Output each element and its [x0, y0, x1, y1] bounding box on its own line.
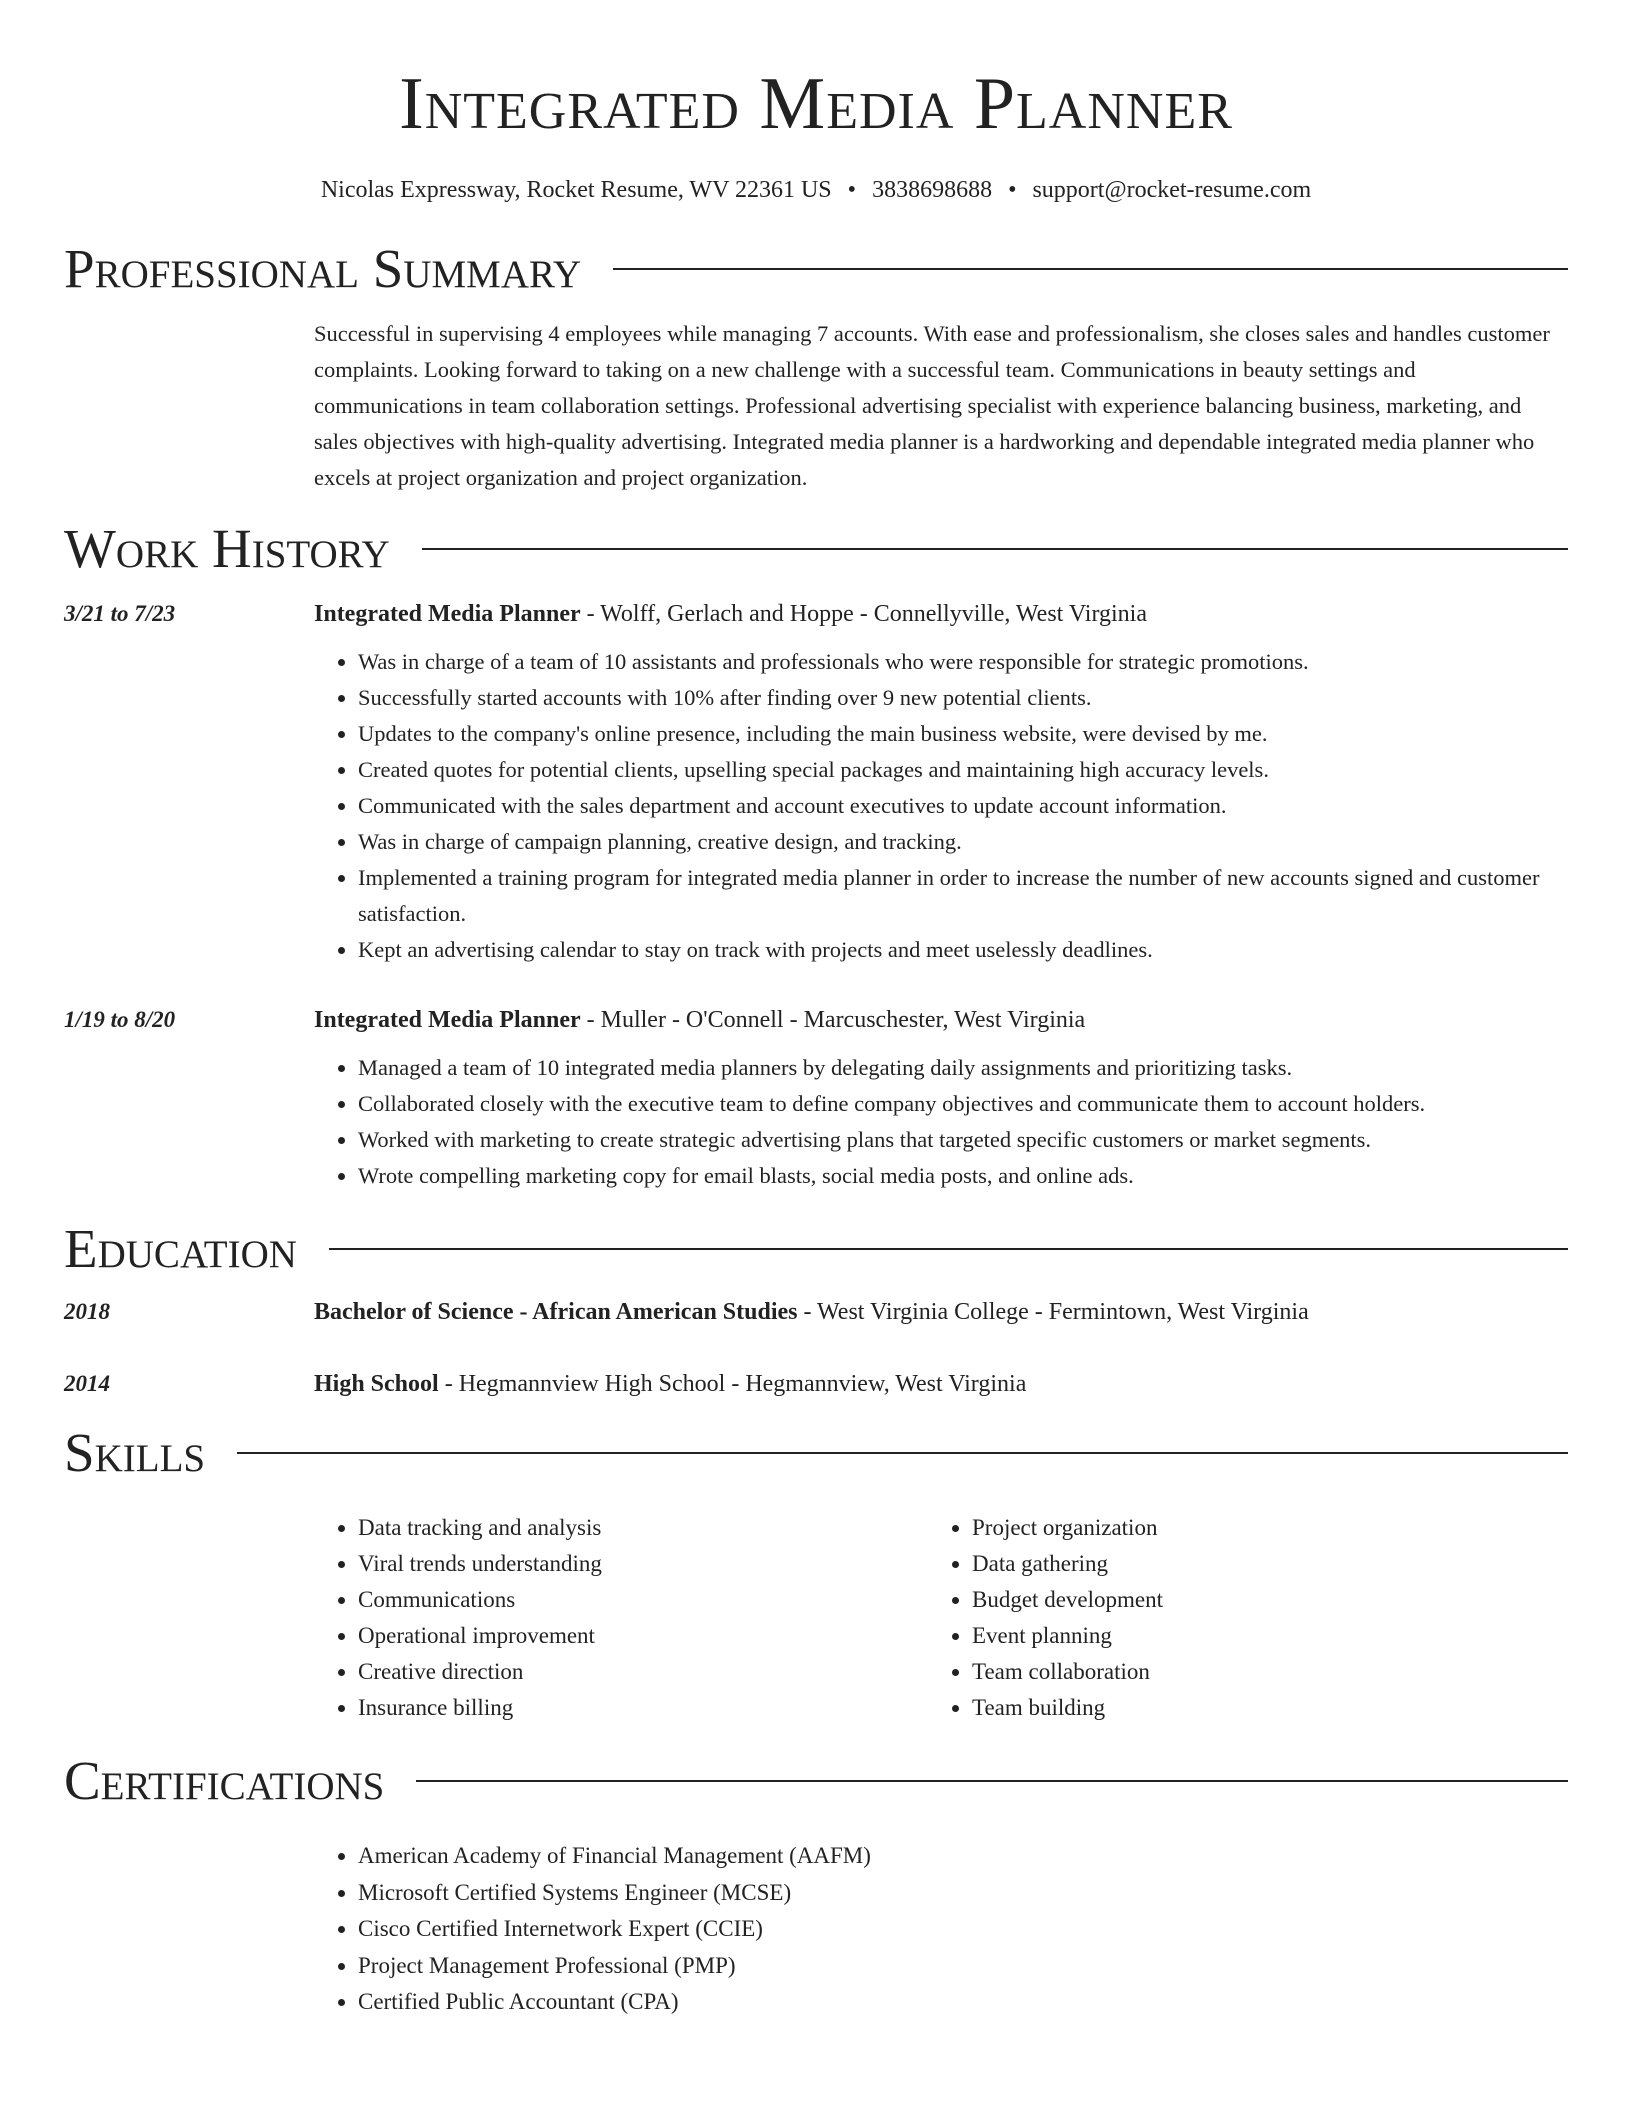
job-bullet: • Implemented a training program for integrated media planner in order to increase the number of new accounts signed and customer satisfaction.: [358, 860, 1568, 932]
section-divider: [329, 1248, 1568, 1250]
education-year: 2018: [64, 1299, 110, 1324]
education-details: - West Virginia College - Fermintown, West Virginia: [797, 1299, 1309, 1325]
education-degree: High School: [314, 1371, 439, 1397]
skill-item: • Budget development: [972, 1582, 1542, 1618]
job-bullet: • Was in charge of campaign planning, creative design, and tracking.: [358, 824, 1568, 860]
section-divider: [237, 1452, 1568, 1454]
skill-item: • Data tracking and analysis: [358, 1510, 928, 1546]
certification-item: • Cisco Certified Internetwork Expert (CCIE): [358, 1911, 1568, 1948]
contact-address: Nicolas Expressway, Rocket Resume, WV 22361 US: [320, 177, 832, 203]
job-entry: [64, 596, 1568, 968]
section-certifications-heading: [64, 1748, 1568, 1814]
job-bullet: • Collaborated closely with the executive team to define company objectives and communicate them to account holders.: [358, 1086, 1568, 1122]
skill-item: • Event planning: [972, 1618, 1542, 1654]
certifications-bullets: [314, 1838, 1568, 2021]
skill-item: • Operational improvement: [358, 1618, 928, 1654]
job-header: [64, 596, 1568, 632]
skills-column-right: [928, 1510, 1542, 1726]
education-entry: [64, 1294, 1568, 1330]
education-entry: [64, 1366, 1568, 1402]
job-dates: 3/21 to 7/23: [64, 601, 176, 626]
section-skills-heading: [64, 1420, 1568, 1486]
job-details: - Wolff, Gerlach and Hoppe - Connellyville, West Virginia: [580, 601, 1147, 627]
job-details: - Muller - O'Connell - Marcuschester, West Virginia: [580, 1007, 1086, 1033]
certification-item: • Microsoft Certified Systems Engineer (MCSE): [358, 1875, 1568, 1912]
section-title: Education: [64, 1218, 297, 1279]
section-summary-heading: [64, 236, 1568, 302]
certification-item: • Certified Public Accountant (CPA): [358, 1984, 1568, 2021]
education-details: - Hegmannview High School - Hegmannview, West Virginia: [438, 1371, 1027, 1397]
job-header: [64, 1002, 1568, 1038]
certification-item: • American Academy of Financial Management (AAFM): [358, 1838, 1568, 1875]
job-title: Integrated Media Planner: [314, 1007, 581, 1033]
job-info: [314, 1002, 1568, 1038]
section-work-heading: [64, 516, 1568, 582]
job-info: [314, 596, 1568, 632]
skill-item: • Viral trends understanding: [358, 1546, 928, 1582]
job-bullet: • Was in charge of a team of 10 assistants and professionals who were responsible for strategic promotions.: [358, 644, 1568, 680]
job-bullet: • Updates to the company's online presence, including the main business website, were devised by me.: [358, 716, 1568, 752]
separator-dot: •: [1008, 177, 1017, 203]
skill-item: • Team collaboration: [972, 1654, 1542, 1690]
job-bullet: • Kept an advertising calendar to stay on track with projects and meet uselessly deadlines.: [358, 932, 1568, 968]
job-entry: [64, 1002, 1568, 1194]
skill-item: • Communications: [358, 1582, 928, 1618]
job-bullet: • Wrote compelling marketing copy for email blasts, social media posts, and online ads.: [358, 1158, 1568, 1194]
section-title: Professional Summary: [64, 238, 582, 299]
skill-item: • Insurance billing: [358, 1690, 928, 1726]
education-degree: Bachelor of Science - African American Studies: [314, 1299, 798, 1325]
resume-title: Integrated Media Planner: [399, 63, 1233, 145]
contact-phone: 3838698688: [872, 177, 993, 203]
education-info: [314, 1366, 1568, 1402]
contact-line: [64, 174, 1568, 206]
certification-item: • Project Management Professional (PMP): [358, 1948, 1568, 1985]
section-education-heading: [64, 1216, 1568, 1282]
skills-grid: [314, 1510, 1568, 1726]
summary-text: Successful in supervising 4 employees while managing 7 accounts. With ease and professionalism, she closes sales and handles customer complaints. Looking forward to taking on a new challenge with a successful team. Communications in beauty settings and communications in team collaboration settings. Professional advertising specialist with experience balancing business, marketing, and sales objectives with high-quality advertising. Integrated media planner is a hardworking and dependable integrated media planner who excels at project organization and project organization.: [314, 321, 1550, 490]
skill-item: • Team building: [972, 1690, 1542, 1726]
job-bullet: • Managed a team of 10 integrated media planners by delegating daily assignments and prioritizing tasks.: [358, 1050, 1568, 1086]
skills-column-left: [314, 1510, 928, 1726]
job-title: Integrated Media Planner: [314, 601, 581, 627]
job-dates: 1/19 to 8/20: [64, 1007, 176, 1032]
section-divider: [422, 548, 1568, 550]
job-bullets: [314, 644, 1568, 968]
skill-item: • Project organization: [972, 1510, 1542, 1546]
job-bullet: • Worked with marketing to create strategic advertising plans that targeted specific customers or market segments.: [358, 1122, 1568, 1158]
education-info: [314, 1294, 1568, 1330]
job-bullet: • Created quotes for potential clients, upselling special packages and maintaining high accuracy levels.: [358, 752, 1568, 788]
job-bullet: • Successfully started accounts with 10% after finding over 9 new potential clients.: [358, 680, 1568, 716]
section-title: Work History: [64, 518, 390, 579]
section-title: Certifications: [64, 1750, 385, 1811]
section-divider: [613, 268, 1568, 270]
education-year: 2014: [64, 1371, 110, 1396]
job-bullets: [314, 1050, 1568, 1194]
contact-email: support@rocket-resume.com: [1032, 177, 1312, 203]
separator-dot: •: [847, 177, 857, 203]
certifications-list: [314, 1838, 1568, 2021]
section-title: Skills: [64, 1422, 206, 1483]
job-bullet: • Communicated with the sales department and account executives to update account information.: [358, 788, 1568, 824]
section-divider: [416, 1780, 1568, 1782]
skill-item: • Data gathering: [972, 1546, 1542, 1582]
skill-item: • Creative direction: [358, 1654, 928, 1690]
